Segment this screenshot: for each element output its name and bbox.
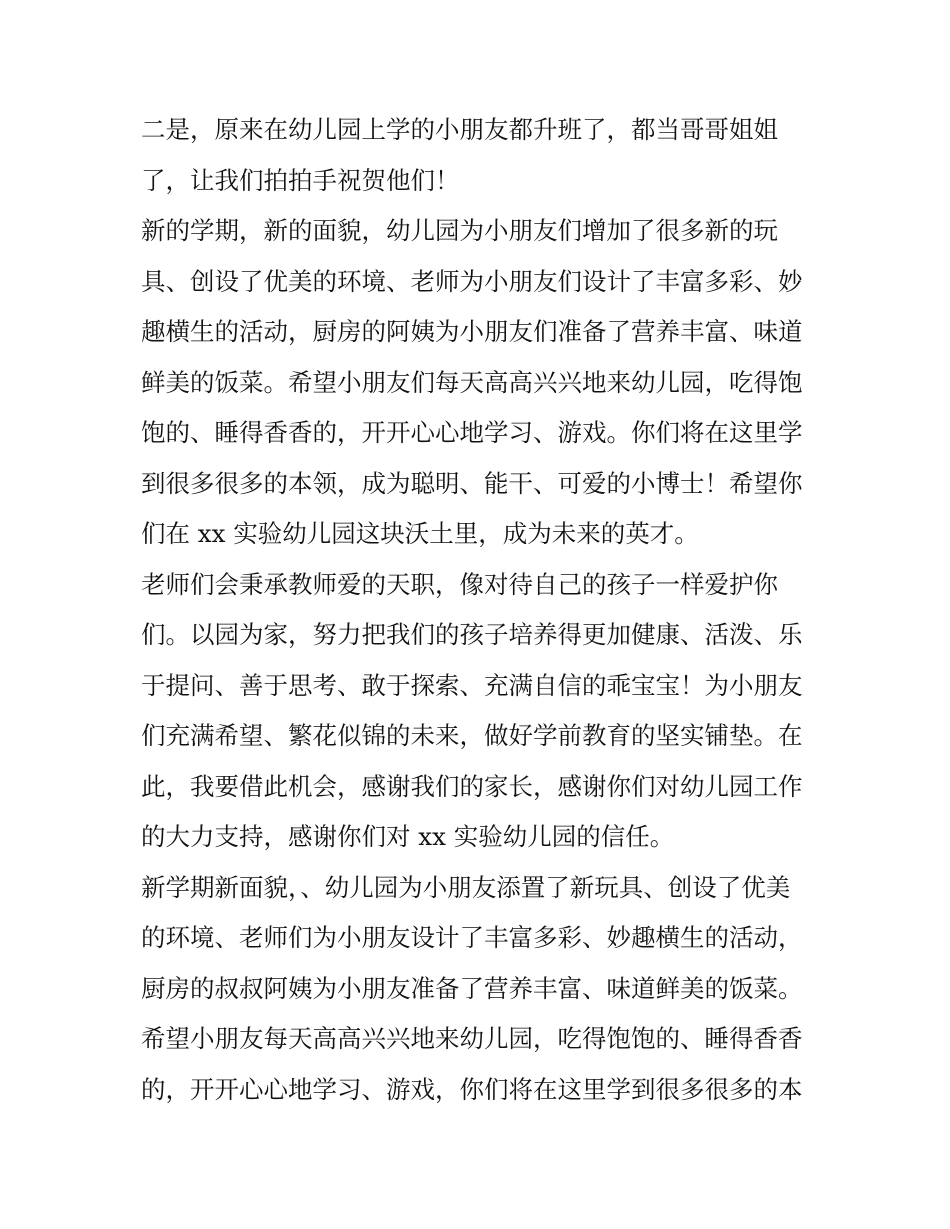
text-line: 的环境、老师们为小朋友设计了丰富多彩、妙趣横生的活动， <box>141 923 803 952</box>
text-line: 饱的、睡得香香的，开开心心地学习、游戏。你们将在这里学 <box>141 418 803 447</box>
text-line: 的大力支持，感谢你们对 xx 实验幼儿园的信任。 <box>141 822 675 851</box>
text-line: 希望小朋友每天高高兴兴地来幼儿园，吃得饱饱的、睡得香香 <box>141 1024 803 1053</box>
text-line: 二是，原来在幼儿园上学的小朋友都升班了，都当哥哥姐姐 <box>141 115 778 144</box>
text-line: 此，我要借此机会，感谢我们的家长，感谢你们对幼儿园工作 <box>141 771 803 801</box>
text-line: 于提问、善于思考、敢于探索、充满自信的乖宝宝！为小朋友 <box>141 670 803 700</box>
text-line: 们在 xx 实验幼儿园这块沃土里，成为未来的英才。 <box>141 519 699 548</box>
text-line: 到很多很多的本领，成为聪明、能干、可爱的小博士！希望你 <box>141 468 803 498</box>
text-line: 厨房的叔叔阿姨为小朋友准备了营养丰富、味道鲜美的饭菜。 <box>141 973 803 1003</box>
text-line: 们充满希望、繁花似锦的未来，做好学前教育的坚实铺垫。在 <box>141 721 803 750</box>
document-body <box>141 105 821 1115</box>
text-line: 们。以园为家，努力把我们的孩子培养得更加健康、活泼、乐 <box>141 620 803 649</box>
text-line: 老师们会秉承教师爱的天职，像对待自己的孩子一样爱护你 <box>141 569 778 599</box>
text-line: 趣横生的活动，厨房的阿姨为小朋友们准备了营养丰富、味道 <box>141 317 803 346</box>
text-line: 新学期新面貌，、幼儿园为小朋友添置了新玩具、创设了优美 <box>141 872 791 902</box>
text-line: 具、创设了优美的环境、老师为小朋友们设计了丰富多彩、妙 <box>141 266 803 296</box>
text-line: 新的学期，新的面貌，幼儿园为小朋友们增加了很多新的玩 <box>141 216 778 245</box>
text-line: 了，让我们拍拍手祝贺他们！ <box>141 165 460 195</box>
text-line: 的，开开心心地学习、游戏，你们将在这里学到很多很多的本 <box>141 1074 803 1104</box>
text-line: 鲜美的饭菜。希望小朋友们每天高高兴兴地来幼儿园，吃得饱 <box>141 367 803 397</box>
